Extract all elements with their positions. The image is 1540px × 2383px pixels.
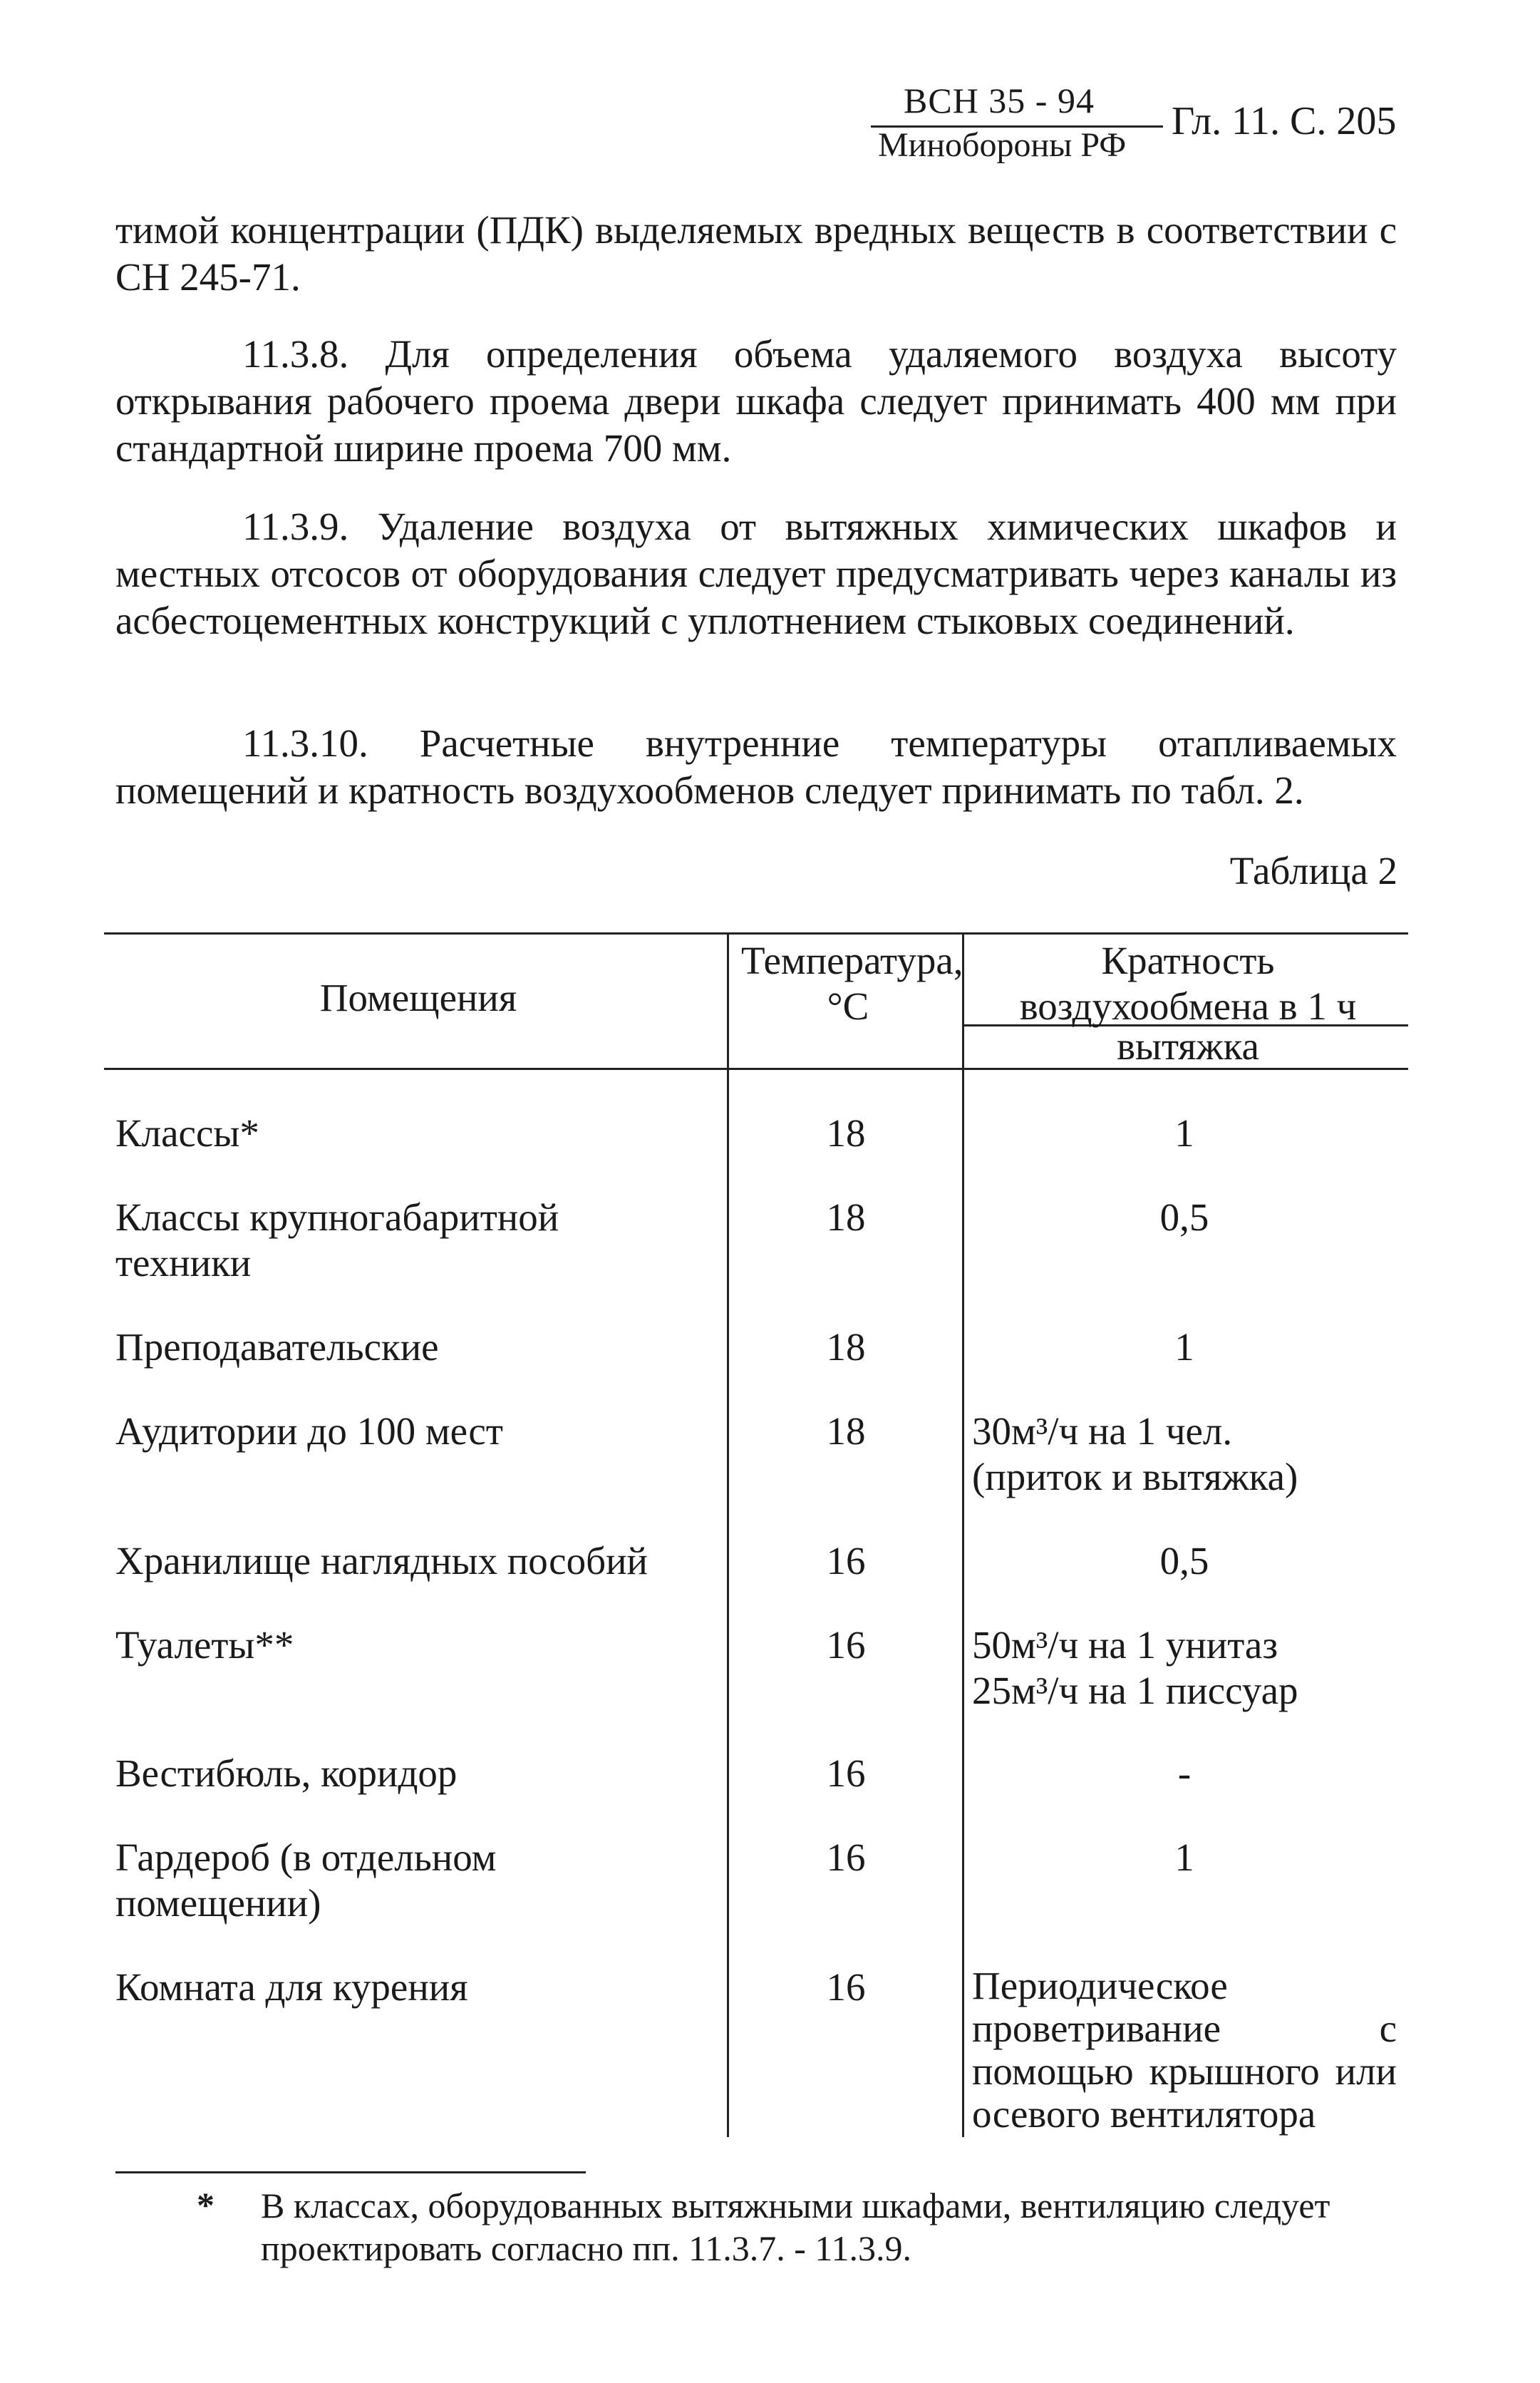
- cell-temperature: 16: [826, 1539, 866, 1582]
- table-top-rule: [104, 932, 1408, 935]
- organization-label: Минобороны РФ: [878, 126, 1127, 164]
- cell-rate: Периодическое проветривание с помощью крышного или осевого вентилятора: [972, 1964, 1397, 2136]
- cell-room: Хранилище наглядных пособий: [115, 1539, 648, 1582]
- footnote-divider: [115, 2171, 586, 2173]
- cell-room: Комната для курения: [115, 1965, 468, 2009]
- cell-temperature: 16: [826, 1836, 866, 1879]
- cell-room: Преподавательские: [115, 1325, 439, 1369]
- paragraph-11-3-9: 11.3.9. Удаление воздуха от вытяжных химических шкафов и местных отсосов от оборудования следует предусматривать через каналы из асбестоцементных конструкций с уплотнением стыковых соединений.: [115, 505, 1397, 642]
- page-reference: Гл. 11. С. 205: [1172, 99, 1397, 143]
- cell-room: Аудитории до 100 мест: [115, 1409, 503, 1453]
- cell-rate: 1: [1174, 1836, 1194, 1879]
- cell-temperature: 16: [826, 1965, 866, 2009]
- cell-rate: -: [1177, 1751, 1192, 1795]
- cell-rate: 50м³/ч на 1 унитаз 25м³/ч на 1 писсуар: [972, 1623, 1298, 1712]
- cell-room: Классы*: [115, 1111, 259, 1155]
- cell-temperature: 16: [826, 1751, 866, 1795]
- cell-temperature: 18: [826, 1195, 866, 1239]
- header-temperature: Температура, °С: [741, 939, 963, 1028]
- cell-temperature: 16: [826, 1623, 866, 1667]
- cell-room: Туалеты**: [115, 1623, 294, 1667]
- cell-rate: 0,5: [1159, 1195, 1209, 1239]
- table-col-divider-2: [962, 932, 964, 2137]
- table-caption: Таблица 2: [1229, 849, 1397, 892]
- standard-code: ВСН 35 - 94: [904, 81, 1095, 120]
- cell-temperature: 18: [826, 1409, 866, 1453]
- paragraph-11-3-8: 11.3.8. Для определения объема удаляемого воздуха высоту открывания рабочего проема двери шкафа следует принимать 400 мм при стандартной ширине проема 700 мм.: [115, 332, 1397, 470]
- paragraph-11-3-10: 11.3.10. Расчетные внутренние температуры отапливаемых помещений и кратность воздухообменов следует принимать по табл. 2.: [115, 721, 1397, 812]
- cell-rate: 30м³/ч на 1 чел. (приток и вытяжка): [972, 1409, 1298, 1498]
- header-rooms: Помещения: [319, 976, 517, 1019]
- header-air-exchange: Кратность воздухообмена в 1 ч: [1019, 939, 1357, 1028]
- footnote-marker: *: [197, 2185, 215, 2225]
- cell-room: Классы крупногабаритной техники: [115, 1195, 559, 1285]
- header-exhaust: вытяжка: [1117, 1024, 1259, 1068]
- cell-rate: 1: [1174, 1111, 1194, 1155]
- cell-room: Гардероб (в отдельном помещении): [115, 1836, 497, 1925]
- cell-rate: 1: [1174, 1325, 1194, 1369]
- cell-room: Вестибюль, коридор: [115, 1751, 458, 1795]
- cell-temperature: 18: [826, 1325, 866, 1369]
- footnote-text: В классах, оборудованных вытяжными шкафами, вентиляцию следует проектировать согласно пп. 11.3.7. - 11.3.9.: [261, 2186, 1330, 2268]
- paragraph-continuation: тимой концентрации (ПДК) выделяемых вредных веществ в соответствии с СН 245-71.: [115, 208, 1397, 299]
- cell-temperature: 18: [826, 1111, 866, 1155]
- cell-rate: 0,5: [1159, 1539, 1209, 1582]
